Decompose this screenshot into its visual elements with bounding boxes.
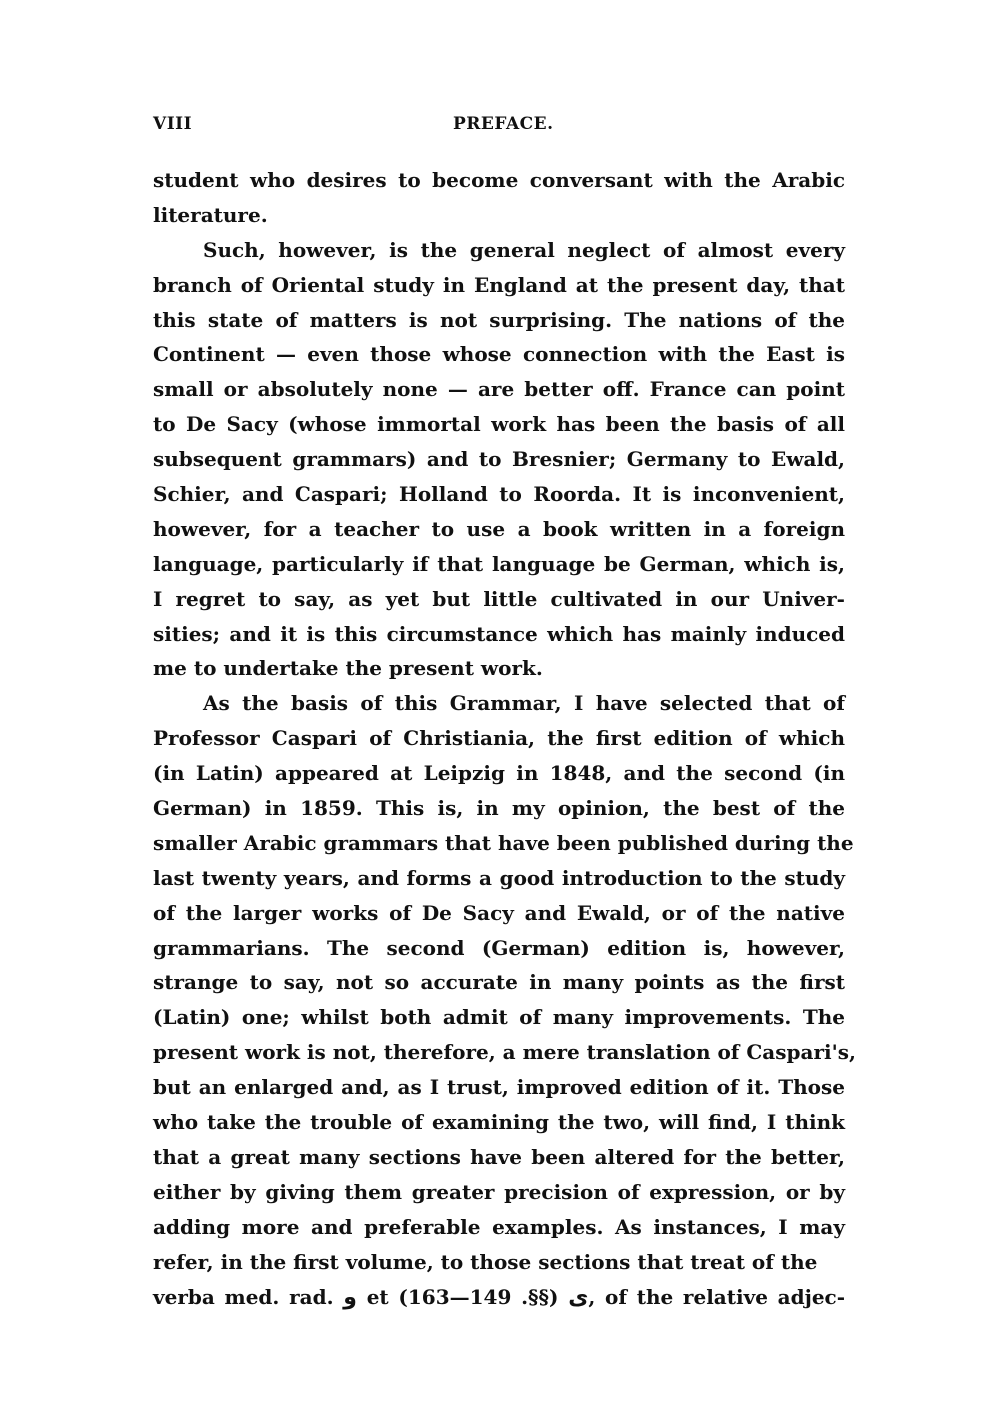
running-title: PREFACE. (453, 114, 554, 134)
text-line: branch of Oriental study in England at the present day, that (153, 272, 845, 297)
text-line: grammarians. The second (German) edition is, however, (153, 935, 845, 960)
text-line: German) in 1859. This is, in my opinion, the best of the (153, 796, 845, 821)
text-line: who take the trouble of examining the two, will find, I think (153, 1110, 845, 1135)
final-line-et: et (366, 1284, 389, 1309)
text-line: Continent — even those whose connection with the East is (153, 342, 845, 367)
arabic-waw: و (343, 1284, 357, 1310)
text-line: this state of matters is not surprising. The nations of the (153, 307, 845, 332)
text-line: sities; and it is this circumstance which has mainly induced (153, 621, 845, 646)
text-line: present work is not, therefore, a mere translation of Caspari's, (153, 1040, 856, 1065)
text-line: Schier, and Caspari; Holland to Roorda. It is inconvenient, (153, 482, 845, 507)
text-line: me to undertake the present work. (153, 656, 543, 681)
text-line: adding more and preferable examples. As instances, I may (153, 1214, 845, 1239)
text-line: last twenty years, and forms a good introduction to the study (153, 865, 845, 890)
page-number: VIII (153, 114, 193, 134)
text-line: As the basis of this Grammar, I have selected that of (203, 691, 845, 716)
text-line: (Latin) one; whilst both admit of many improvements. The (153, 1005, 845, 1030)
final-line-text: (§§. 149—163), of the relative adjec- (398, 1284, 846, 1309)
running-head (153, 114, 845, 144)
text-line: strange to say, not so accurate in many points as the first (153, 970, 845, 995)
text-line: Professor Caspari of Christiania, the first edition of which (153, 726, 845, 751)
text-line: but an enlarged and, as I trust, improved edition of it. Those (153, 1075, 845, 1100)
text-line: (in Latin) appeared at Leipzig in 1848, and the second (in (153, 761, 845, 786)
text-line: subsequent grammars) and to Bresnier; Germany to Ewald, (153, 447, 845, 472)
body-text (153, 163, 856, 1314)
text-line: of the larger works of De Sacy and Ewald, or of the native (153, 900, 845, 925)
text-line: student who desires to become conversant with the Arabic (153, 168, 845, 192)
text-line: that a great many sections have been altered for the better, (153, 1144, 845, 1169)
text-line-final (153, 1280, 845, 1315)
text-line: literature. (153, 202, 268, 227)
text-line: Such, however, is the general neglect of almost every (203, 237, 845, 262)
text-line: I regret to say, as yet but little cultivated in our Univer- (153, 586, 845, 611)
text-line: smaller Arabic grammars that have been published during the (153, 830, 854, 855)
text-line: however, for a teacher to use a book written in a foreign (153, 516, 845, 541)
final-line-text: verba med. rad. (153, 1284, 334, 1309)
text-line: language, particularly if that language be German, which is, (153, 551, 845, 576)
text-line: either by giving them greater precision of expression, or by (153, 1179, 845, 1204)
text-line: small or absolutely none — are better off. France can point (153, 377, 845, 402)
text-line: to De Sacy (whose immortal work has been the basis of all (153, 412, 845, 437)
arabic-ya: ى (568, 1284, 589, 1310)
text-line: refer, in the first volume, to those sections that treat of the (153, 1249, 818, 1274)
